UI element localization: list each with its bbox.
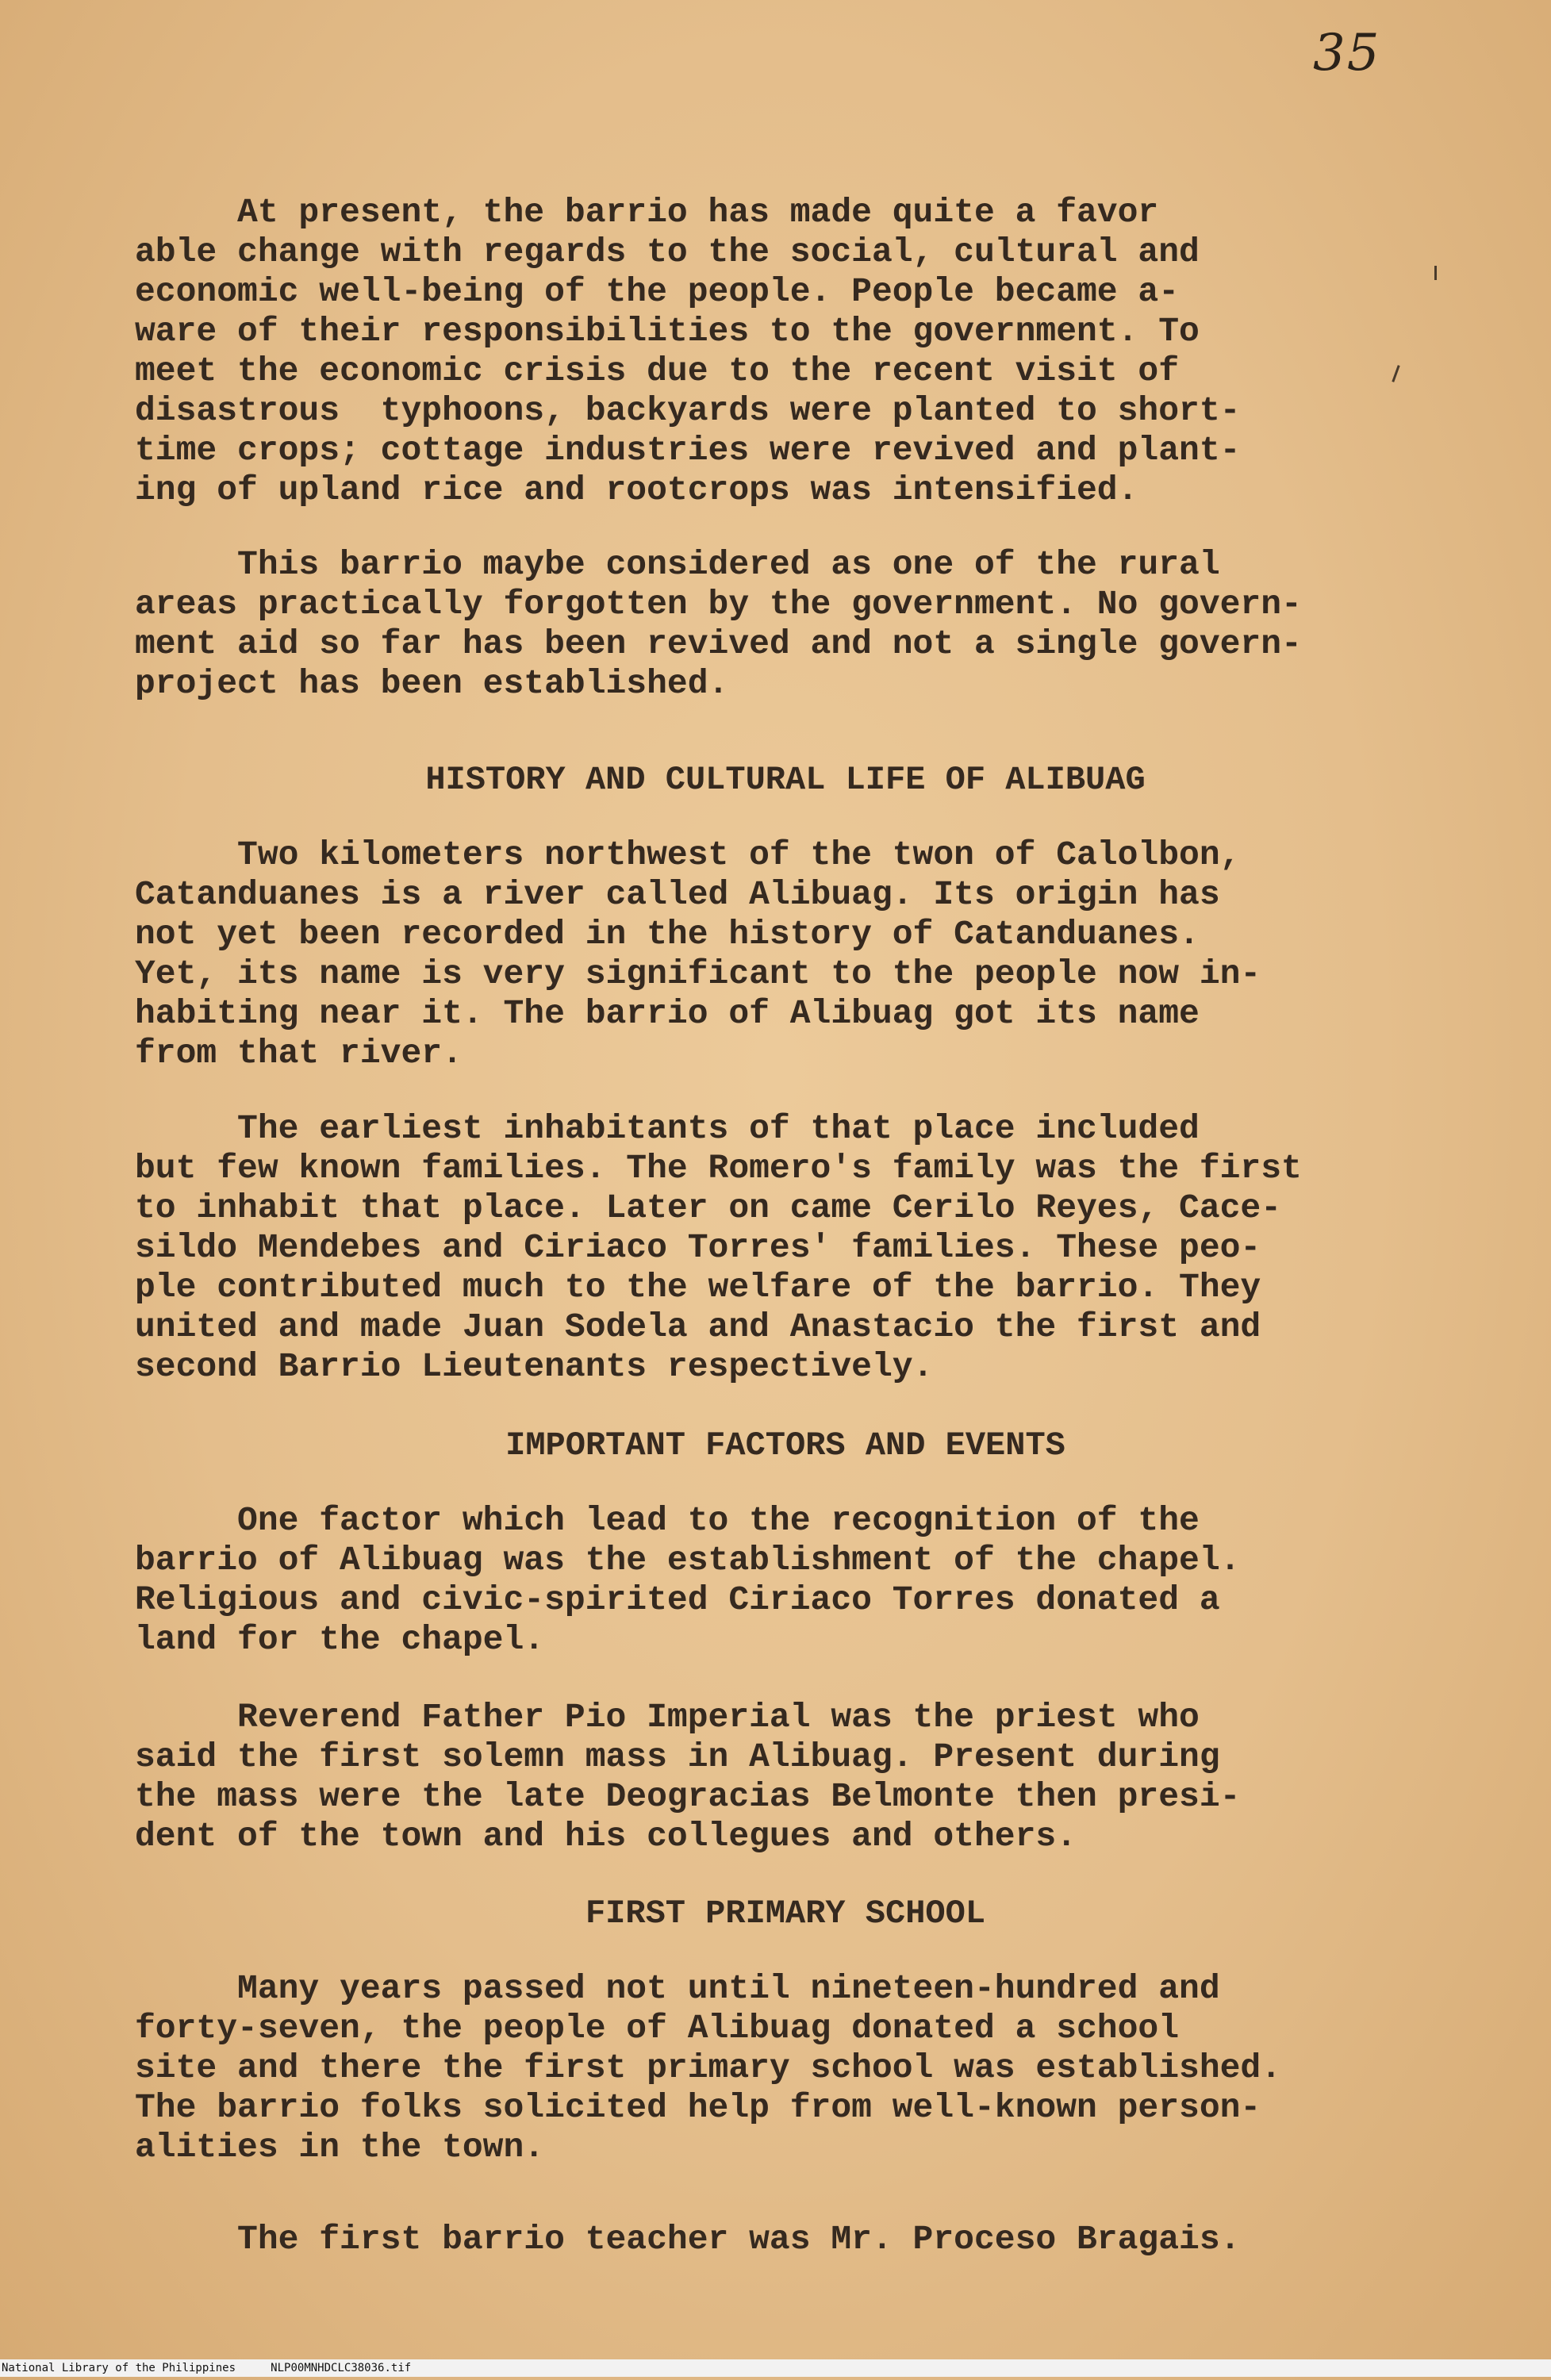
paragraph-present-conditions: At present, the barrio has made quite a favor able change with regards to the social, cultural and economic well-being of the people. People became a- ware of their responsibilities to the government. To meet the economic crisis due to the recent visit of disastrous typhoons, backyards were planted to short- time crops; cottage industries were revived and plant- ing of upland rice and rootcrops was intensified.	[135, 193, 1241, 509]
paragraph-earliest-inhabitants: The earliest inhabitants of that place included but few known families. The Romero's family was the first to inhabit that place. Later on came Cerilo Reyes, Cace- sildo Mendebes and Ciriaco Torres' families. These peo- ple contributed much to the welfare of the barrio. They united and made Juan Sodela and Anastacio the first and second Barrio Lieutenants respectively.	[135, 1109, 1302, 1386]
heading-history: HISTORY AND CULTURAL LIFE OF ALIBUAG	[425, 761, 1146, 799]
paragraph-first-teacher: The first barrio teacher was Mr. Proceso Bragais.	[135, 2220, 1241, 2259]
footer-file: NLP00MNHDCLC38036.tif	[271, 2362, 412, 2374]
paragraph-forgotten-barrio: This barrio maybe considered as one of the rural areas practically forgotten by the government. No govern- ment aid so far has been revived and not a single govern- project has been established.	[135, 545, 1302, 703]
footer-library: National Library of the Philippines	[2, 2362, 236, 2374]
heading-important-factors: IMPORTANT FACTORS AND EVENTS	[505, 1426, 1065, 1464]
heading-first-primary-school: FIRST PRIMARY SCHOOL	[585, 1894, 986, 1933]
paragraph-first-mass: Reverend Father Pio Imperial was the priest who said the first solemn mass in Alibuag. Present during the mass were the late Deogracias Belmonte then presi- dent of the town and his collegues and others.	[135, 1698, 1241, 1856]
paragraph-chapel: One factor which lead to the recognition of the barrio of Alibuag was the establishment of the chapel. Religious and civic-spirited Ciriaco Torres donated a land for the chapel.	[135, 1501, 1241, 1659]
scan-footer	[0, 2359, 1551, 2377]
page-number: 35	[1313, 24, 1381, 83]
paragraph-origin-of-name: Two kilometers northwest of the twon of Calolbon, Catanduanes is a river called Alibuag. Its origin has not yet been recorded in the history of Catanduanes. Yet, its name is very significant to the people now in- habiting near it. The barrio of Alibuag got its name from that river.	[135, 835, 1261, 1073]
paragraph-school-site: Many years passed not until nineteen-hundred and forty-seven, the people of Alibuag donated a school site and there the first primary school was established. The barrio folks solicited help from well-known person- alities in the town.	[135, 1969, 1282, 2167]
